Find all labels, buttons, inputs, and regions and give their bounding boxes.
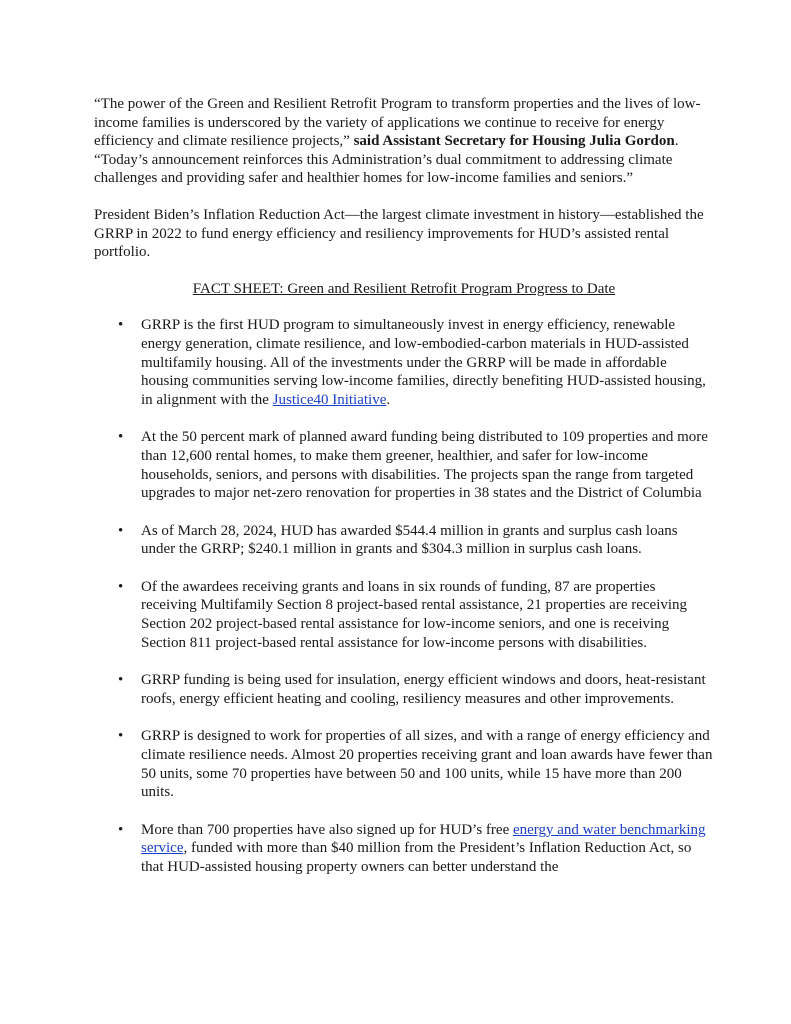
bullet-icon: • <box>118 317 124 334</box>
benchmarking-service-link[interactable]: energy and water benchmarking service <box>141 821 706 857</box>
bullet-text: GRRP is the first HUD program to simultaneously invest in energy efficiency, renewable energy generation, climate resilience, and low-embodied-carbon materials in HUD-assisted multifamily housing. All of the investments under the GRRP will be made in affordable housing communities serving low-income families, directly benefiting HUD-assisted housing, in alignment with the <box>141 317 706 408</box>
list-item <box>94 727 714 801</box>
list-item <box>94 316 714 409</box>
quote-text-end: . “Today’s announcement reinforces this Administration’s dual commitment to addressing climate challenges and providing safer and healthier homes for low-income families and seniors.” <box>94 133 679 187</box>
list-item <box>94 578 714 652</box>
fact-sheet-list <box>94 316 714 876</box>
bullet-text: More than 700 properties have also signed up for HUD’s free <box>141 821 513 838</box>
list-item <box>94 671 714 708</box>
bullet-text: GRRP is designed to work for properties of all sizes, and with a range of energy efficiency and climate resilience needs. Almost 20 properties receiving grant and loan awards have fewer than 50 units, some 70 properties have between 50 and 100 units, while 15 have more than 200 units. <box>141 728 713 801</box>
list-item <box>94 821 714 877</box>
bullet-text-tail: , funded with more than $40 million from the President’s Inflation Reduction Act, so that HUD-assisted housing property owners can better understand the <box>141 840 692 875</box>
bullet-icon: • <box>118 821 124 838</box>
bullet-text: Of the awardees receiving grants and loans in six rounds of funding, 87 are properties receiving Multifamily Section 8 project-based rental assistance, 21 properties are receiving Section 202 project-based rental assistance for low-income seniors, and one is receiving Section 811 project-based rental assistance for low-income persons with disabilities. <box>141 578 688 651</box>
quote-text-start: “The power of the Green and Resilient Retrofit Program to transform properties and the lives of low-income families is underscored by the variety of applications we continue to receive for energy efficiency and climate resilience projects,” <box>94 96 701 150</box>
quote-speaker: said Assistant Secretary for Housing Julia Gordon <box>353 133 675 150</box>
quote-paragraph <box>94 95 714 188</box>
bullet-icon: • <box>118 728 124 745</box>
list-item <box>94 428 714 502</box>
bullet-icon: • <box>118 522 124 539</box>
document-page <box>94 95 714 896</box>
bullet-text: At the 50 percent mark of planned award funding being distributed to 109 properties and more than 12,600 rental homes, to make them greener, healthier, and safer for low-income households, seniors, and persons with disabilities. The projects span the range from targeted upgrades to major net-zero renovation for properties in 38 states and the District of Columbia <box>141 429 708 502</box>
list-item <box>94 522 714 559</box>
bullet-icon: • <box>118 429 124 446</box>
bullet-icon: • <box>118 672 124 689</box>
fact-sheet-title: FACT SHEET: Green and Resilient Retrofit Program Progress to Date <box>192 280 616 297</box>
intro-paragraph: President Biden’s Inflation Reduction Act—the largest climate investment in history—established the GRRP in 2022 to fund energy efficiency and resiliency improvements for HUD’s assisted rental portfolio. <box>94 206 704 261</box>
bullet-text: GRRP funding is being used for insulation, energy efficient windows and doors, heat-resistant roofs, energy efficient heating and cooling, resiliency measures and other improvements. <box>141 672 706 707</box>
bullet-text: As of March 28, 2024, HUD has awarded $544.4 million in grants and surplus cash loans under the GRRP; $240.1 million in grants and $304.3 million in surplus cash loans. <box>141 522 678 558</box>
bullet-icon: • <box>118 578 124 595</box>
justice40-link[interactable]: Justice40 Initiative <box>272 391 387 408</box>
bullet-text-tail: . <box>386 391 391 408</box>
